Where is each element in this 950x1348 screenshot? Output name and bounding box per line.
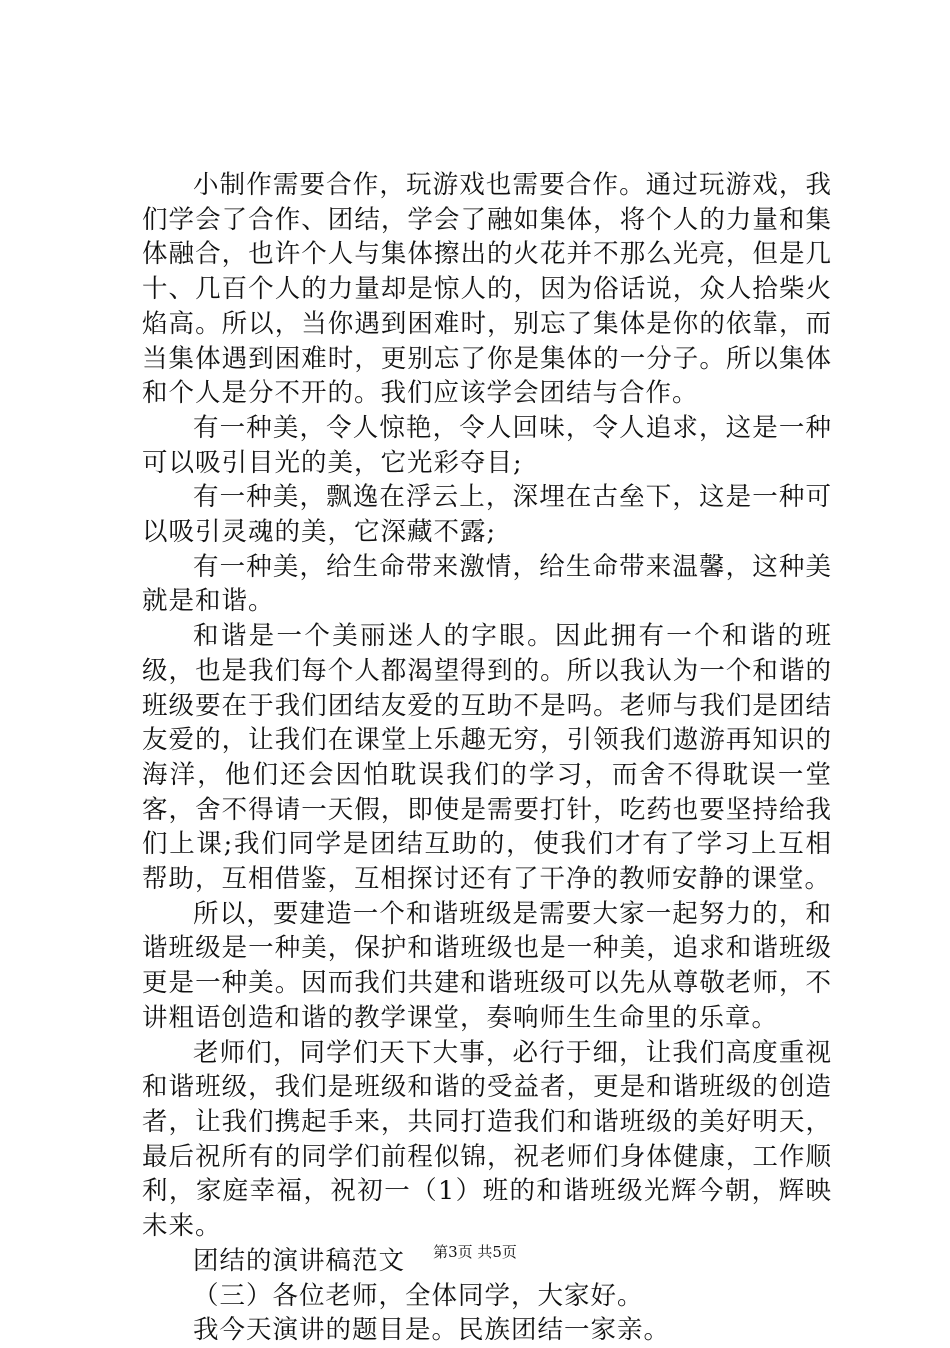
page-number-footer: 第3页 共5页 [433, 1243, 517, 1261]
paragraph-beauty-harmony: 有一种美，给生命带来激情，给生命带来温馨，这种美就是和谐。 [142, 551, 832, 617]
paragraph-beauty-soul: 有一种美，飘逸在浮云上，深埋在古垒下，这是一种可以吸引灵魂的美，它深藏不露; [142, 482, 832, 548]
paragraph-beauty-eyes: 有一种美，令人惊艳，令人回味，令人追求，这是一种可以吸引目光的美，它光彩夺目; [142, 412, 832, 478]
paragraph-speech-topic: 我今天演讲的题目是。民族团结一家亲。 [193, 1315, 671, 1346]
paragraph-cooperation: 小制作需要合作，玩游戏也需要合作。通过玩游戏，我们学会了合作、团结，学会了融如集体，将个人的力量和集体融合，也许个人与集体擦出的火花并不那么光亮，但是几十、几百个人的力量却是惊人的，因为俗话说，众人拾柴火焰高。所以，当你遇到困难时，别忘了集体是你的依靠，而当集体遇到困难时，更别忘了你是集体的一分子。所以集体和个人是分不开的。我们应该学会团结与合作。 [142, 170, 832, 409]
paragraph-harmonious-class: 和谐是一个美丽迷人的字眼。因此拥有一个和谐的班级，也是我们每个人都渴望得到的。所以我认为一个和谐的班级要在于我们团结友爱的互助不是吗。老师与我们是团结友爱的，让我们在课堂上乐趣无穷，引领我们遨游再知识的海洋，他们还会因怕耽误我们的学习，而舍不得耽误一堂客，舍不得请一天假，即使是需要打针，吃药也要坚持给我们上课;我们同学是团结互助的，使我们才有了学习上互相帮助，互相借鉴，互相探讨还有了干净的教师安静的课堂。 [142, 621, 832, 895]
paragraph-closing-wishes: 老师们，同学们天下大事，必行于细，让我们高度重视和谐班级，我们是班级和谐的受益者，更是和谐班级的创造者，让我们携起手来，共同打造我们和谐班级的美好明天，最后祝所有的同学们前程似锦，祝老师们身体健康，工作顺利，家庭幸福，祝初一（1）班的和谐班级光辉今朝，辉映未来。 [142, 1037, 832, 1242]
paragraph-build-harmony: 所以，要建造一个和谐班级是需要大家一起努力的，和谐班级是一种美，保护和谐班级也是一种美，追求和谐班级更是一种美。因而我们共建和谐班级可以先从尊敬老师，不讲粗语创造和谐的教学课堂，奏响师生生命里的乐章。 [142, 898, 832, 1033]
paragraph-greeting: （三）各位老师，全体同学，大家好。 [193, 1280, 644, 1311]
document-body [142, 168, 832, 1348]
section-heading: 团结的演讲稿范文 [193, 1245, 406, 1276]
